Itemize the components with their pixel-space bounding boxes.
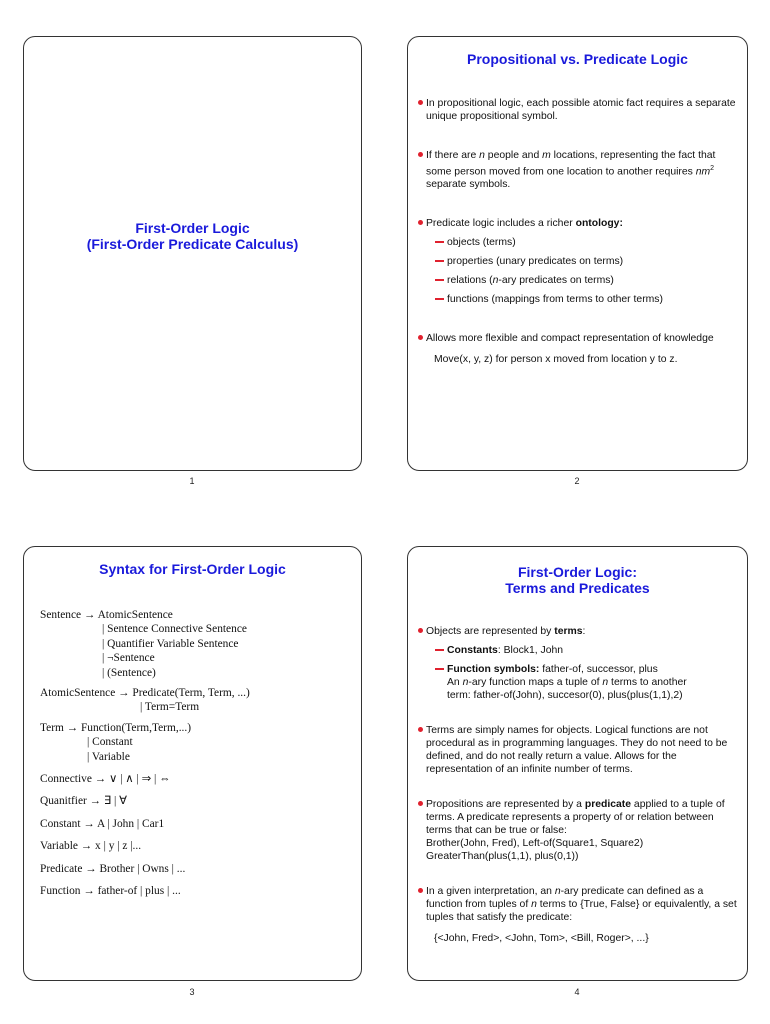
italic-n: n: [602, 677, 609, 688]
sub-text: [436, 644, 738, 657]
grammar-line: | Quantifier Variable Sentence: [102, 637, 239, 650]
bullet-dot-icon: [418, 335, 423, 340]
sub-item: [408, 274, 738, 287]
bullet-dot-icon: [418, 801, 423, 806]
dash-icon: [435, 241, 444, 243]
grammar-line: Sentence → AtomicSentence: [40, 609, 173, 621]
text: locations, representing the fact that some person moved from one location to another requires: [426, 150, 716, 178]
text: In a given interpretation, an: [426, 886, 555, 897]
slide-1-title: [24, 220, 361, 252]
bullet-dot-icon: [418, 628, 423, 633]
bold-term: predicate: [584, 799, 632, 810]
syntax-grammar: [40, 608, 250, 899]
sub-text: properties (unary predicates on terms): [447, 256, 624, 268]
bullet-item: [408, 217, 738, 230]
example-text: GreaterThan(plus(1,1), plus(0,1)): [426, 851, 579, 862]
dash-icon: [435, 668, 444, 670]
grammar-line: Quanitfier → ∃ | ∀: [40, 795, 127, 808]
slide-3-title: Syntax for First-Order Logic: [99, 561, 286, 577]
sub-item: [408, 293, 738, 306]
grammar-line: Term → Function(Term,Term,...): [40, 721, 192, 734]
italic-n: n: [554, 886, 561, 897]
slide-3: [23, 546, 362, 981]
example-text: Brother(John, Fred), Left-of(Square1, Square2): [426, 838, 644, 849]
bullet-item: [408, 885, 738, 924]
italic-m: m: [542, 150, 551, 161]
slide-1: [23, 36, 362, 471]
bullet-dot-icon: [418, 727, 423, 732]
bold-term: ontology:: [575, 218, 623, 230]
sub-item: [408, 663, 738, 702]
grammar-line: Function → father-of | plus | ...: [40, 885, 181, 898]
grammar-line: Constant → A | John | Car1: [40, 817, 165, 830]
grammar-line: Connective → ∨ | ∧ | ⇒ | ⇔: [40, 773, 171, 786]
text: people and: [484, 150, 543, 161]
text: terms to {True, False} or equivalently, a set tuples that satisfy the predicate:: [426, 899, 737, 923]
grammar-line: | ¬Sentence: [102, 652, 155, 665]
sub-text: [436, 663, 738, 702]
bullet-dot-icon: [418, 100, 423, 105]
bullet-item: [408, 798, 738, 863]
text: relations (: [447, 275, 493, 287]
example-text: Move(x, y, z) for person x moved from location y to z.: [434, 354, 678, 366]
dash-icon: [435, 260, 444, 262]
sub-item: [408, 255, 738, 268]
bullet-text: Allows more flexible and compact representation of knowledge: [426, 333, 714, 345]
bullet-item: [408, 149, 738, 191]
slide-2-title: Propositional vs. Predicate Logic: [467, 51, 688, 67]
text: Predicate logic includes a richer: [426, 218, 576, 230]
slide-4: [407, 546, 748, 981]
grammar-line: Variable → x | y | z |...: [40, 840, 142, 853]
title-line-1: First-Order Logic:: [517, 564, 637, 580]
grammar-line: Predicate → Brother | Owns | ...: [40, 862, 186, 875]
text: terms to another: [608, 677, 687, 688]
text: If there are: [426, 150, 480, 161]
slide-4-title: [408, 564, 747, 596]
text: term: father-of(John), succesor(0), plus(plus(1,1),2): [447, 690, 683, 701]
title-line-2: (First-Order Predicate Calculus): [86, 236, 299, 252]
dash-icon: [435, 649, 444, 651]
grammar-line: | Term=Term: [140, 701, 200, 714]
bullet-text: Terms are simply names for objects. Logical functions are not procedural as in programming languages. They do not need to be defined, and do not really return a value. Allows for the representation of an infinite number of terms.: [426, 725, 728, 775]
bullet-item: [408, 332, 738, 345]
text: father-of, successor, plus: [539, 664, 658, 675]
colon: :: [582, 626, 586, 637]
text: Propositions are represented by a: [426, 799, 585, 810]
text: applied to a tuple of terms. A predicate represents a property of or relation between terms that can be true or false:: [426, 799, 725, 836]
italic-n: n: [462, 677, 469, 688]
page-number-1: 1: [189, 476, 195, 486]
grammar-line: | Sentence Connective Sentence: [102, 623, 247, 636]
text: An: [447, 677, 463, 688]
bullet-text: In propositional logic, each possible atomic fact requires a separate unique propositional symbol.: [426, 98, 736, 122]
text: -ary function maps a tuple of: [468, 677, 603, 688]
bullet-item: [408, 625, 738, 638]
sub-text: [436, 274, 738, 287]
text: -ary predicates on terms): [498, 275, 614, 287]
text: : Block1, John: [497, 645, 564, 656]
bullet-dot-icon: [418, 152, 423, 157]
dash-icon: [435, 298, 444, 300]
sub-item: [408, 236, 738, 249]
title-line-2: Terms and Predicates: [505, 580, 650, 596]
sub-text: functions (mappings from terms to other terms): [447, 294, 663, 306]
title-line-1: First-Order Logic: [135, 220, 250, 236]
page-number-4: 4: [574, 987, 580, 997]
slide-4-body: [408, 625, 738, 945]
grammar-line: | Constant: [87, 736, 133, 749]
italic-n: n: [492, 275, 499, 287]
italic-n: n: [531, 899, 537, 910]
text: separate symbols.: [426, 179, 511, 191]
slide-2-body: [408, 97, 738, 366]
bold-term: Function symbols:: [447, 664, 540, 675]
bullet-dot-icon: [418, 220, 423, 225]
text: -ary predicate can defined as a function from tuples of: [426, 886, 704, 910]
italic-nm: nm: [695, 166, 711, 178]
text: Objects are represented by: [426, 626, 555, 637]
dash-icon: [435, 279, 444, 281]
sub-text: objects (terms): [447, 237, 516, 249]
bullet-item: [408, 97, 738, 123]
italic-n: n: [479, 150, 485, 161]
example-text: {<John, Fred>, <John, Tom>, <Bill, Roger>, ...}: [434, 933, 649, 944]
bullet-item: [408, 724, 738, 776]
grammar-line: | (Sentence): [102, 666, 156, 679]
page-number-2: 2: [574, 476, 580, 486]
sub-item: [408, 644, 738, 657]
bold-term: Constants: [447, 645, 498, 656]
slide-2: [407, 36, 748, 471]
bold-term: terms: [554, 626, 583, 637]
page-number-3: 3: [189, 987, 195, 997]
bullet-dot-icon: [418, 888, 423, 893]
grammar-line: AtomicSentence → Predicate(Term, Term, ...): [40, 687, 250, 700]
grammar-line: | Variable: [87, 750, 130, 763]
superscript: 2: [710, 165, 715, 172]
